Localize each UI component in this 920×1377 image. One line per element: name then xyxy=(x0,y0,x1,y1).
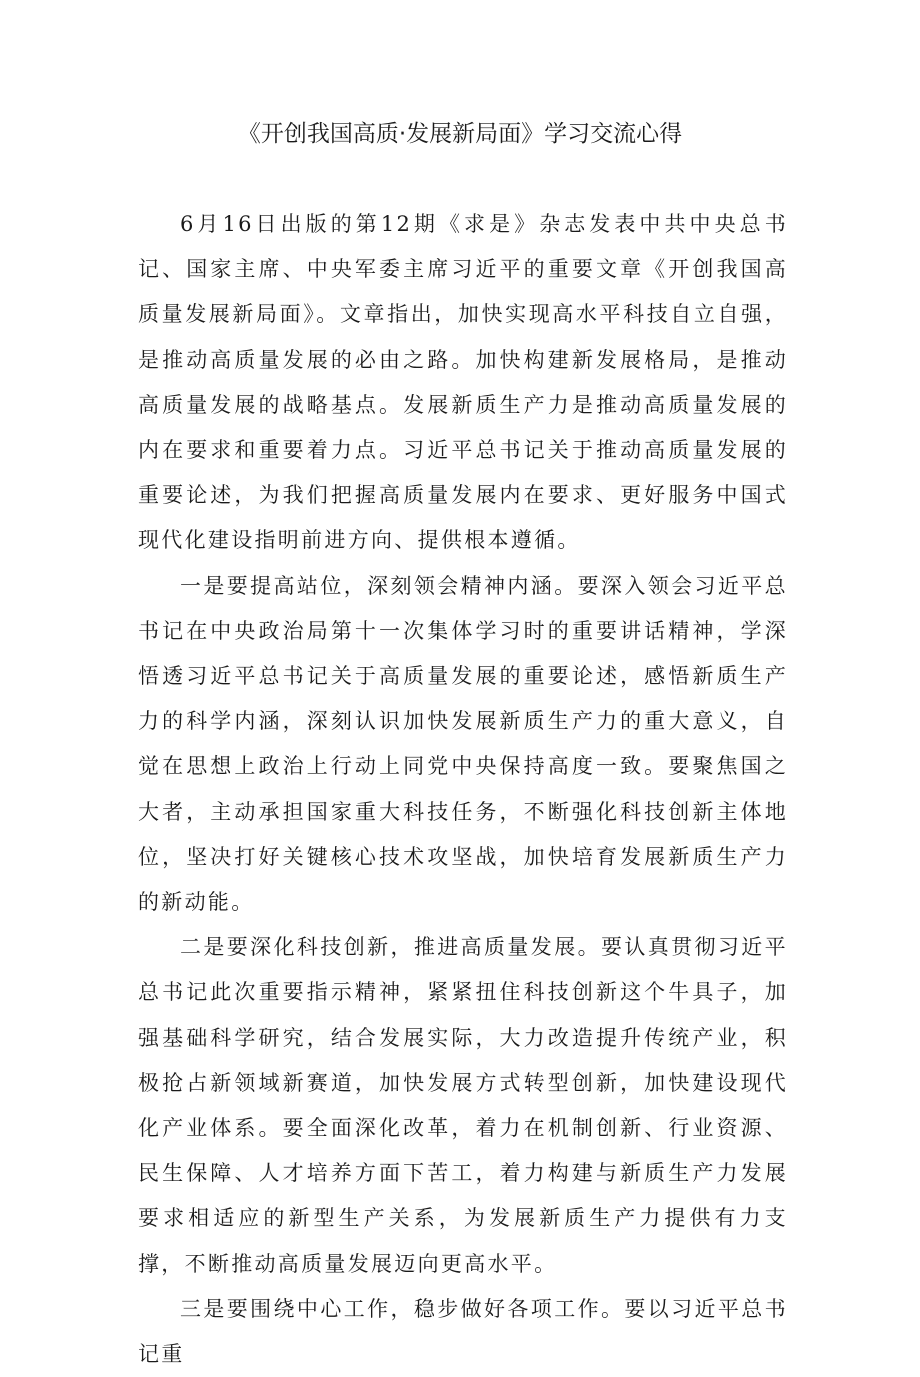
paragraph-intro: 6月16日出版的第12期《求是》杂志发表中共中央总书记、国家主席、中央军委主席习近平的重要文章《开创我国高质量发展新局面》。文章指出，加快实现高水平科技自立自强，是推动高质量发展的必由之路。加快构建新发展格局，是推动高质量发展的战略基点。发展新质生产力是推动高质量发展的内在要求和重要着力点。习近平总书记关于推动高质量发展的重要论述，为我们把握高质量发展内在要求、更好服务中国式现代化建设指明前进方向、提供根本遵循。 xyxy=(138,212,788,553)
document-title: 《开创我国高质·发展新局面》学习交流心得 xyxy=(237,121,683,147)
paragraph-point-three: 三是要围绕中心工作，稳步做好各项工作。要以习近平总书记重 xyxy=(138,1296,788,1367)
document-body xyxy=(138,202,788,1377)
paragraph-point-two: 二是要深化科技创新，推进高质量发展。要认真贯彻习近平总书记此次重要指示精神，紧紧扭住科技创新这个牛具子，加强基础科学研究，结合发展实际，大力改造提升传统产业，积极抢占新领域新赛道，加快发展方式转型创新，加快建设现代化产业体系。要全面深化改革，着力在机制创新、行业资源、民生保障、人才培养方面下苦工，着力构建与新质生产力发展要求相适应的新型生产关系，为发展新质生产力提供有力支撑，不断推动高质量发展迈向更高水平。 xyxy=(138,935,788,1276)
paragraph-point-one: 一是要提高站位，深刻领会精神内涵。要深入领会习近平总书记在中央政治局第十一次集体学习时的重要讲话精神，学深悟透习近平总书记关于高质量发展的重要论述，感悟新质生产力的科学内涵，深刻认识加快发展新质生产力的重大意义，自觉在思想上政治上行动上同党中央保持高度一致。要聚焦国之大者，主动承担国家重大科技任务，不断强化科技创新主体地位，坚决打好关键核心技术攻坚战，加快培育发展新质生产力的新动能。 xyxy=(138,573,788,915)
